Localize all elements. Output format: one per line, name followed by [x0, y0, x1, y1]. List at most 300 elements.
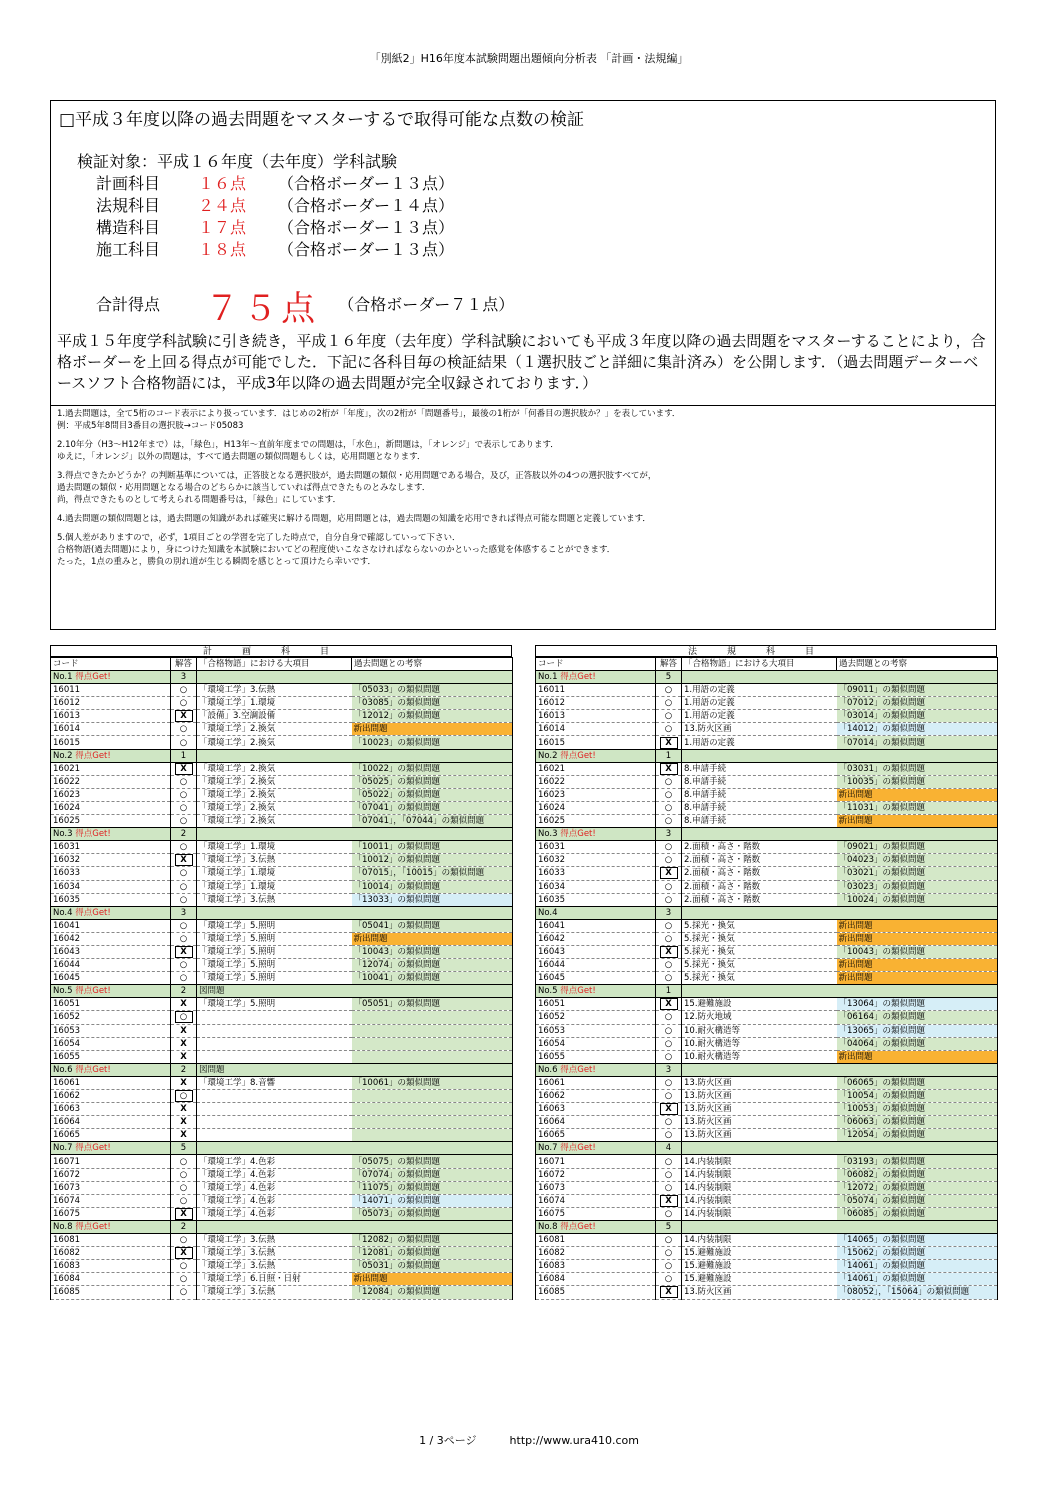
group-extra: [682, 1220, 837, 1233]
answer-mark: ○: [179, 973, 188, 984]
answer-mark: X: [660, 1103, 678, 1115]
choice-code: 16052: [536, 1011, 656, 1024]
table-row: [536, 1207, 998, 1220]
answer-mark: X: [660, 998, 678, 1010]
correct-answer: 5: [171, 1142, 197, 1155]
choice-category: 1.用語の定義: [682, 710, 837, 723]
summary-paragraph: 平成１５年度学科試験に引き続き，平成１６年度（去年度）学科試験においても平成３年度以降の過去問題をマスターすることにより，合格ボーダーを上回る得点が可能でした．下記に各科目毎の検証結果（１選択肢ごと詳細に集計済み）を公開します．（過去問題データーベースソフト合格物語には，平成3年以降の過去問題が完全収録されております．）: [57, 332, 986, 392]
subject-name: 構造科目: [96, 218, 161, 237]
answer-mark: ○: [179, 868, 188, 879]
choice-category: 「環境工学」2.換気: [197, 801, 352, 814]
choice-category: 「環境工学」2.換気: [197, 815, 352, 828]
group-blank: [352, 749, 513, 762]
table-row: [536, 1181, 998, 1194]
correct-answer: 3: [656, 828, 682, 841]
choice-category: 「環境工学」5.照明: [197, 932, 352, 945]
choice-answer: [656, 1260, 682, 1273]
table-row: [536, 1090, 998, 1103]
table-row: [536, 1234, 998, 1247]
table-row: [51, 945, 513, 958]
choice-code: 16024: [536, 801, 656, 814]
answer-mark: ○: [179, 816, 188, 827]
table-row: [51, 1286, 513, 1299]
question-no: No.8 得点Get!: [536, 1220, 656, 1233]
choice-code: 16072: [536, 1168, 656, 1181]
choice-category: 「環境工学」3.伝熱: [197, 1286, 352, 1299]
choice-relation: 「05075」の類似問題: [352, 1155, 513, 1168]
choice-code: 16053: [51, 1024, 171, 1037]
choice-code: 16044: [536, 959, 656, 972]
choice-relation: 「13065」の類似問題: [837, 1024, 998, 1037]
table-row: [536, 880, 998, 893]
choice-code: 16053: [536, 1024, 656, 1037]
choice-relation: 「13033」の類似問題: [352, 893, 513, 906]
answer-mark: ○: [664, 1156, 673, 1167]
question-no: No.1 得点Get!: [536, 671, 656, 684]
choice-answer: [171, 1247, 197, 1260]
answer-mark: ○: [664, 1208, 673, 1219]
choice-code: 16062: [536, 1090, 656, 1103]
group-extra: [682, 985, 837, 998]
choice-answer: [171, 762, 197, 775]
choice-category: 「環境工学」4.色彩: [197, 1155, 352, 1168]
subject-name: 法規科目: [96, 196, 161, 215]
table-row: [536, 1273, 998, 1286]
choice-code: 16084: [51, 1273, 171, 1286]
choice-answer: [656, 801, 682, 814]
choice-code: 16063: [51, 1103, 171, 1116]
choice-code: 16022: [51, 775, 171, 788]
answer-mark: ○: [179, 789, 188, 800]
answer-mark: ○: [179, 685, 188, 696]
choice-code: 16054: [536, 1037, 656, 1050]
choice-relation: 「03193」の類似問題: [837, 1155, 998, 1168]
score-get-label: 得点Get!: [75, 829, 111, 840]
correct-answer: 1: [656, 749, 682, 762]
choice-answer: [656, 893, 682, 906]
choice-code: 16074: [51, 1194, 171, 1207]
choice-relation: 新出問題: [837, 1050, 998, 1063]
col-answer: 解答: [656, 658, 682, 671]
table-row: [536, 775, 998, 788]
choice-code: 16014: [51, 723, 171, 736]
choice-category: 8.申請手続: [682, 775, 837, 788]
choice-answer: [656, 1247, 682, 1260]
choice-answer: [171, 1050, 197, 1063]
choice-answer: [171, 1155, 197, 1168]
choice-relation: 「12081」の類似問題: [352, 1247, 513, 1260]
choice-relation: 「11075」の類似問題: [352, 1181, 513, 1194]
answer-mark: ○: [664, 685, 673, 696]
col-category: 「合格物語」における大項目: [682, 658, 837, 671]
choice-code: 16035: [51, 893, 171, 906]
group-blank: [837, 1142, 998, 1155]
choice-answer: [656, 736, 682, 749]
choice-answer: [171, 788, 197, 801]
table-row: [51, 801, 513, 814]
choice-category: 10.耐火構造等: [682, 1024, 837, 1037]
choice-code: 16014: [536, 723, 656, 736]
group-blank: [352, 1220, 513, 1233]
choice-relation: 「03021」の類似問題: [837, 867, 998, 880]
correct-answer: 1: [656, 985, 682, 998]
answer-mark: ○: [179, 1287, 188, 1298]
choice-category: 「環境工学」2.換気: [197, 762, 352, 775]
table-row: [51, 1234, 513, 1247]
choice-relation: 「05041」の類似問題: [352, 919, 513, 932]
group-blank: [837, 671, 998, 684]
table-row: [51, 684, 513, 697]
choice-relation: 「08052」，「15064」の類似問題: [837, 1286, 998, 1299]
choice-relation: 「09011」の類似問題: [837, 684, 998, 697]
choice-answer: [656, 1050, 682, 1063]
table-row: [51, 723, 513, 736]
question-no: No.5 得点Get!: [51, 985, 171, 998]
answer-mark: X: [180, 999, 187, 1010]
group-blank: [837, 749, 998, 762]
choice-code: 16075: [536, 1207, 656, 1220]
subject-points: １７点: [198, 218, 247, 237]
answer-mark: ○: [179, 842, 188, 853]
group-extra: [197, 1142, 352, 1155]
choice-category: 「環境工学」1.環境: [197, 880, 352, 893]
choice-relation: 「03031」の類似問題: [837, 762, 998, 775]
answer-mark: ○: [664, 960, 673, 971]
table-row: [536, 723, 998, 736]
table-row: [51, 959, 513, 972]
choice-code: 16031: [536, 841, 656, 854]
answer-mark: ○: [664, 698, 673, 709]
subject-border: （合格ボーダー１３点）: [278, 240, 455, 259]
choice-code: 16085: [536, 1286, 656, 1299]
total-score-row: [96, 281, 514, 330]
choice-answer: [171, 1273, 197, 1286]
summary-title: □平成３年度以降の過去問題をマスターするで取得可能な点数の検証: [59, 110, 585, 130]
table-row: [536, 684, 998, 697]
choice-code: 16045: [51, 972, 171, 985]
choice-relation: [352, 1024, 513, 1037]
choice-relation: 「09021」の類似問題: [837, 841, 998, 854]
choice-relation: 「05025」の類似問題: [352, 775, 513, 788]
choice-relation: 「05074」の類似問題: [837, 1194, 998, 1207]
choice-code: 16043: [536, 945, 656, 958]
choice-relation: 「05073」の類似問題: [352, 1207, 513, 1220]
answer-mark: ○: [179, 1169, 188, 1180]
choice-category: 15.避難施設: [682, 1273, 837, 1286]
choice-answer: [656, 1273, 682, 1286]
answer-mark: ○: [179, 776, 188, 787]
choice-answer: [656, 1286, 682, 1299]
answer-mark: X: [660, 1195, 678, 1207]
question-group-row: [536, 985, 998, 998]
table-row: [536, 959, 998, 972]
table-row: [536, 1116, 998, 1129]
choice-answer: [656, 841, 682, 854]
choice-category: 「環境工学」6.日照・日射: [197, 1273, 352, 1286]
choice-category: 「環境工学」3.伝熱: [197, 684, 352, 697]
question-no: No.7 得点Get!: [51, 1142, 171, 1155]
choice-relation: 新出問題: [837, 919, 998, 932]
choice-answer: [171, 815, 197, 828]
answer-mark: ○: [179, 1182, 188, 1193]
subject-points: １６点: [198, 174, 247, 193]
choice-relation: [352, 1116, 513, 1129]
answer-mark: ○: [664, 1012, 673, 1023]
note-item: 5.個人差がありますので，必ず，1項目ごとの学習を完了した時点で，自分自身で確認していって下さい． 合格物語(過去問題)により，身につけた知識を本試験においてどの程度使いこなさなければならないのかといった感覚を体感することができます． たった，1点の重みと，勝負の別れ道が生じる瞬間を感じとって頂けたら幸いです．: [57, 532, 616, 568]
choice-category: 8.申請手続: [682, 762, 837, 775]
choice-category: 「環境工学」2.換気: [197, 736, 352, 749]
choice-category: 13.防火区画: [682, 723, 837, 736]
choice-answer: [171, 1194, 197, 1207]
choice-relation: 「14071」の類似問題: [352, 1194, 513, 1207]
answer-mark: ○: [664, 973, 673, 984]
answer-mark: ○: [175, 1090, 193, 1102]
question-group-row: [536, 671, 998, 684]
choice-relation: 「05031」の類似問題: [352, 1260, 513, 1273]
choice-answer: [171, 867, 197, 880]
answer-mark: ○: [664, 920, 673, 931]
choice-category: 10.耐火構造等: [682, 1050, 837, 1063]
choice-code: 16022: [536, 775, 656, 788]
group-extra: [682, 749, 837, 762]
note-item: 4.過去問題の類似問題とは，過去問題の知識があれば確実に解ける問題，応用問題とは，過去問題の知識を応用できれば得点可能な問題と定義しています．: [57, 513, 651, 524]
choice-code: 16023: [536, 788, 656, 801]
answer-mark: X: [660, 1286, 678, 1298]
choice-answer: [171, 736, 197, 749]
choice-answer: [656, 1207, 682, 1220]
choice-code: 16015: [536, 736, 656, 749]
table-row: [51, 736, 513, 749]
group-blank: [352, 906, 513, 919]
choice-category: 13.防火区画: [682, 1129, 837, 1142]
choice-code: 16041: [536, 919, 656, 932]
choice-answer: [171, 710, 197, 723]
choice-relation: 「12084」の類似問題: [352, 1286, 513, 1299]
choice-category: 15.避難施設: [682, 1260, 837, 1273]
table-row: [51, 1155, 513, 1168]
choice-relation: [352, 1050, 513, 1063]
choice-answer: [656, 1129, 682, 1142]
choice-answer: [171, 1181, 197, 1194]
table-row: [536, 841, 998, 854]
group-extra: 図問題: [197, 985, 352, 998]
question-group-row: [51, 906, 513, 919]
choice-code: 16035: [536, 893, 656, 906]
answer-mark: ○: [179, 894, 188, 905]
choice-code: 16034: [51, 880, 171, 893]
choice-category: 2.面積・高さ・階数: [682, 841, 837, 854]
choice-category: 2.面積・高さ・階数: [682, 893, 837, 906]
col-code: コード: [536, 658, 656, 671]
table-row: [51, 867, 513, 880]
answer-mark: ○: [179, 1274, 188, 1285]
score-row: [96, 237, 454, 260]
group-blank: [352, 985, 513, 998]
choice-relation: 「10061」の類似問題: [352, 1076, 513, 1089]
question-no: No.2 得点Get!: [51, 749, 171, 762]
choice-relation: 新出問題: [352, 932, 513, 945]
choice-relation: 「06063」の類似問題: [837, 1116, 998, 1129]
score-get-label: 得点Get!: [75, 750, 111, 761]
choice-category: 「環境工学」3.伝熱: [197, 1247, 352, 1260]
question-group-row: [51, 828, 513, 841]
subject-border: （合格ボーダー１３点）: [278, 218, 455, 237]
table-row: [536, 867, 998, 880]
choice-answer: [171, 880, 197, 893]
choice-relation: [352, 1103, 513, 1116]
choice-category: 15.避難施設: [682, 1247, 837, 1260]
notes-box: [50, 406, 996, 630]
question-group-row: [536, 1142, 998, 1155]
table-row: [536, 1168, 998, 1181]
choice-category: 5.採光・換気: [682, 972, 837, 985]
table-row: [536, 1024, 998, 1037]
correct-answer: 3: [656, 906, 682, 919]
table-row: [51, 919, 513, 932]
choice-answer: [656, 945, 682, 958]
table-row: [536, 815, 998, 828]
group-extra: 図問題: [197, 1063, 352, 1076]
group-blank: [837, 1063, 998, 1076]
choice-category: [197, 1011, 352, 1024]
choice-code: 16071: [536, 1155, 656, 1168]
choice-relation: 「14065」の類似問題: [837, 1234, 998, 1247]
choice-code: 16083: [51, 1260, 171, 1273]
answer-mark: ○: [179, 960, 188, 971]
choice-code: 16021: [536, 762, 656, 775]
correct-answer: 3: [171, 906, 197, 919]
group-extra: [682, 906, 837, 919]
table-row: [51, 841, 513, 854]
col-category: 「合格物語」における大項目: [197, 658, 352, 671]
choice-relation: 「15062」の類似問題: [837, 1247, 998, 1260]
group-blank: [837, 985, 998, 998]
choice-code: 16065: [51, 1129, 171, 1142]
table-row: [536, 788, 998, 801]
note-item: 3.得点できたかどうか？の判断基準については，正答肢となる選択肢が，過去問題の類似・応用問題である場合，及び，正答肢以外の4つの選択肢すべてが， 過去問題の類似・応用問題となる場合のどちらかに該当していれば得点できたものとみなします． 尚，得点できたものとして考えられる問題番号は，「緑色」にしています．: [57, 470, 657, 506]
choice-category: 「環境工学」4.色彩: [197, 1181, 352, 1194]
choice-answer: [656, 867, 682, 880]
table-row: [536, 1050, 998, 1063]
question-group-row: [536, 1220, 998, 1233]
table-row: [536, 1037, 998, 1050]
question-group-row: [51, 1142, 513, 1155]
choice-category: 「環境工学」1.環境: [197, 867, 352, 880]
choice-answer: [656, 1234, 682, 1247]
choice-answer: [656, 1011, 682, 1024]
table-row: [536, 762, 998, 775]
choice-code: 16013: [536, 710, 656, 723]
choice-category: 5.採光・換気: [682, 945, 837, 958]
choice-code: 16021: [51, 762, 171, 775]
table-row: [536, 1155, 998, 1168]
choice-category: 12.防火地域: [682, 1011, 837, 1024]
answer-mark: ○: [179, 1261, 188, 1272]
correct-answer: 3: [171, 671, 197, 684]
table-row: [51, 1168, 513, 1181]
question-no: No.1 得点Get!: [51, 671, 171, 684]
question-no: No.7 得点Get!: [536, 1142, 656, 1155]
question-no: No.3 得点Get!: [536, 828, 656, 841]
choice-code: 16062: [51, 1090, 171, 1103]
choice-category: 10.耐火構造等: [682, 1037, 837, 1050]
choice-code: 16064: [51, 1116, 171, 1129]
table-title: 法規科目: [535, 645, 997, 657]
group-blank: [352, 671, 513, 684]
choice-category: 「環境工学」3.伝熱: [197, 893, 352, 906]
choice-code: 16061: [536, 1076, 656, 1089]
choice-category: 2.面積・高さ・階数: [682, 867, 837, 880]
choice-relation: 「12082」の類似問題: [352, 1234, 513, 1247]
choice-category: 13.防火区画: [682, 1090, 837, 1103]
answer-mark: ○: [664, 894, 673, 905]
question-group-row: [536, 906, 998, 919]
question-no: No.2 得点Get!: [536, 749, 656, 762]
answer-mark: ○: [664, 802, 673, 813]
choice-relation: 「10054」の類似問題: [837, 1090, 998, 1103]
verification-target: 検証対象：平成１６年度（去年度）学科試験: [77, 152, 398, 171]
answer-mark: ○: [664, 1235, 673, 1246]
choice-relation: 「10014」の類似問題: [352, 880, 513, 893]
choice-answer: [171, 1129, 197, 1142]
subject-points: １８点: [198, 240, 247, 259]
subject-border: （合格ボーダー１４点）: [278, 196, 455, 215]
choice-relation: 「07015」，「10015」の類似問題: [352, 867, 513, 880]
choice-answer: [171, 1234, 197, 1247]
choice-relation: 「07041」の類似問題: [352, 801, 513, 814]
answer-mark: ○: [664, 1130, 673, 1141]
choice-answer: [656, 972, 682, 985]
choice-relation: 「07014」の類似問題: [837, 736, 998, 749]
choice-answer: [656, 684, 682, 697]
score-get-label: 得点Get!: [560, 829, 596, 840]
score-row: [96, 193, 454, 216]
choice-relation: 「06082」の類似問題: [837, 1168, 998, 1181]
choice-category: 「環境工学」4.色彩: [197, 1207, 352, 1220]
answer-mark: X: [180, 1025, 187, 1036]
choice-answer: [656, 1076, 682, 1089]
answer-mark: ○: [179, 724, 188, 735]
choice-category: 「環境工学」5.照明: [197, 959, 352, 972]
table-row: [51, 893, 513, 906]
choice-answer: [656, 1181, 682, 1194]
choice-relation: 「10024」の類似問題: [837, 893, 998, 906]
choice-answer: [171, 854, 197, 867]
choice-category: 8.申請手続: [682, 815, 837, 828]
table-row: [536, 1011, 998, 1024]
question-group-row: [51, 671, 513, 684]
answer-mark: X: [660, 867, 678, 879]
answer-mark: X: [180, 1038, 187, 1049]
choice-category: 「環境工学」1.環境: [197, 697, 352, 710]
table-row: [536, 710, 998, 723]
choice-code: 16063: [536, 1103, 656, 1116]
answer-mark: ○: [664, 1182, 673, 1193]
choice-answer: [656, 1090, 682, 1103]
table-row: [536, 919, 998, 932]
choice-relation: [352, 1037, 513, 1050]
table-row: [536, 1129, 998, 1142]
question-group-row: [536, 1063, 998, 1076]
score-get-label: 得点Get!: [75, 1064, 111, 1075]
choice-code: 16051: [51, 998, 171, 1011]
choice-code: 16041: [51, 919, 171, 932]
choice-answer: [656, 932, 682, 945]
score-get-label: 得点Get!: [560, 750, 596, 761]
table-row: [51, 854, 513, 867]
choice-answer: [171, 998, 197, 1011]
choice-answer: [171, 1116, 197, 1129]
